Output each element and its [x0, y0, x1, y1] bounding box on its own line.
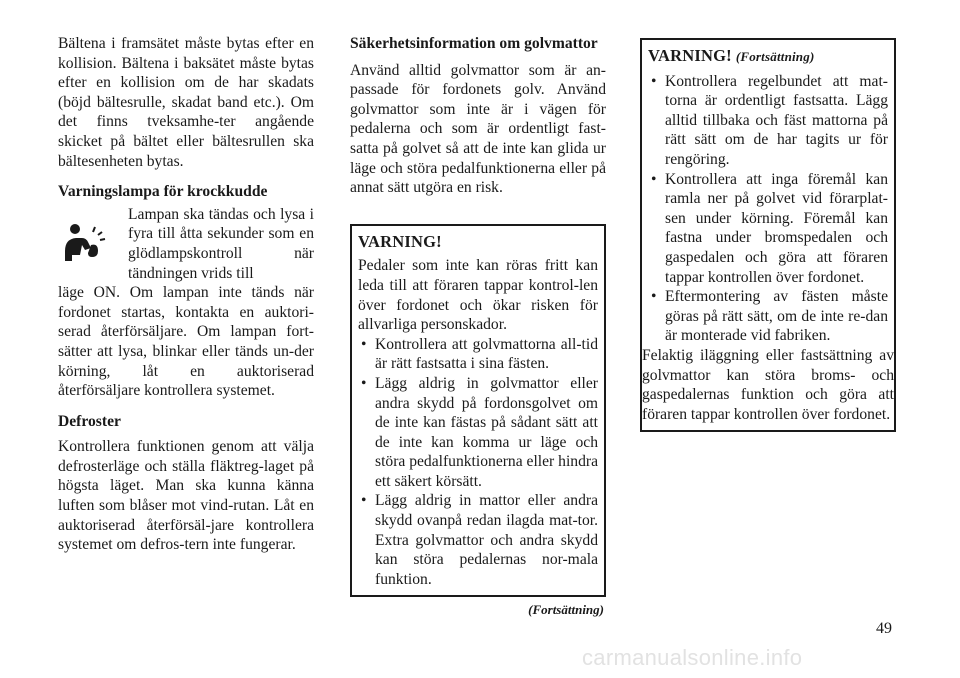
seatbelt-paragraph: Bältena i framsätet måste bytas efter en kollision. Bältena i baksätet måste bytas efter en kollision om de har skadats (böjd bältesrulle, skadat band etc.). Om det finns tveksamhe-ter angående skicket på bältet eller bältesrullen ska bältesenheten bytas. [58, 35, 314, 170]
list-item: • Kontrollera regelbundet att mat-torna är ordentligt fastsatta. Lägg alltid tillbaka och fäst mattorna på rätt sätt om de har tagits ur för rengöring. [648, 72, 888, 170]
defroster-paragraph: Kontrollera funktionen genom att välja defrosterläge och ställa fläktreg-laget på högsta läget. Man ska kunna känna luften som blåser mot vind-rutan. Låt en auktoriserad återförsäl-jare kontrollera systemet om defros-tern inte fungerar. [58, 438, 314, 554]
warning-continued-label: (Fortsättning) [735, 49, 815, 64]
list-item: • Eftermontering av fästen måste göras på rätt sätt, om de inte re-dan är monterade vid fabriken. [648, 287, 888, 346]
column-right [640, 38, 896, 432]
page-number: 49 [876, 620, 892, 637]
column-left [58, 34, 314, 555]
airbag-heading: Varningslampa för krockkudde [58, 183, 268, 201]
warning-title [648, 46, 888, 67]
warning-list [648, 72, 888, 346]
floormat-paragraph: Använd alltid golvmattor som är an-passade för fordonets golv. Använd golvmattor som inte är i vägen för pedalerna och som är ordentligt fast-satta på golvet så att de inte kan glida ur läge och störa pedalfunktionerna eller på annat sätt utgöra en risk. [350, 61, 606, 197]
airbag-paragraph: läge ON. Om lampan inte tänds när fordonet startas, kontakta en auktori-serad återförsäljare. Om lampan fort-sätter att lysa, blinkar eller tänds un-der körning, låt en auktoriserad återförsäljare kontrollera systemet. [58, 284, 314, 400]
airbag-section [58, 205, 314, 401]
warning-intro: Pedaler som inte kan röras fritt kan leda till att föraren tappar kontrol-len över fordonet och ökar risken för allvarliga personskador. [358, 257, 598, 334]
warning-list [358, 335, 598, 590]
column-middle [350, 34, 606, 597]
warning-box-continued [640, 38, 896, 432]
list-item: • Lägg aldrig in golvmattor eller andra skydd på fordonsgolvet om de inte kan fästas på sådant sätt att de inte kan komma ur läge och störa pedalfunktionerna eller hindra ett säkert körsätt. [358, 374, 598, 492]
warning-closing: Felaktig iläggning eller fastsättning av golvmattor kan störa broms- och gaspedalernas funktion och göra att föraren tappar kontrollen över fordonet. [642, 346, 894, 423]
list-item: • Kontrollera att golvmattorna all-tid är rätt fastsatta i sina fästen. [358, 335, 598, 374]
watermark: carmanualsonline.info [582, 645, 803, 670]
defroster-heading: Defroster [58, 412, 121, 430]
warning-title-text: VARNING! [648, 46, 732, 65]
continued-note: (Fortsättning) [528, 602, 604, 617]
list-item: • Lägg aldrig in mattor eller andra skydd ovanpå redan ilagda mat-tor. Extra golvmattor och andra skydd kan störa pedalernas nor-mala funktion. [358, 491, 598, 589]
warning-box [350, 224, 606, 598]
airbag-paragraph-indented: Lampan ska tändas och lysa i fyra till åtta sekunder som en glödlampskontroll när tändningen vrids till [128, 205, 314, 282]
floormat-heading: Säkerhetsinformation om golvmattor [350, 35, 598, 52]
warning-title: VARNING! [358, 231, 442, 251]
list-item: • Kontrollera att inga föremål kan ramla ner på golvet vid förarplat-sen under körning. Föremål kan fastna under bromspedalen och gaspedalen och göra att föraren tappar kontrollen över fordonet. [648, 170, 888, 288]
airbag-warning-icon [58, 221, 106, 265]
